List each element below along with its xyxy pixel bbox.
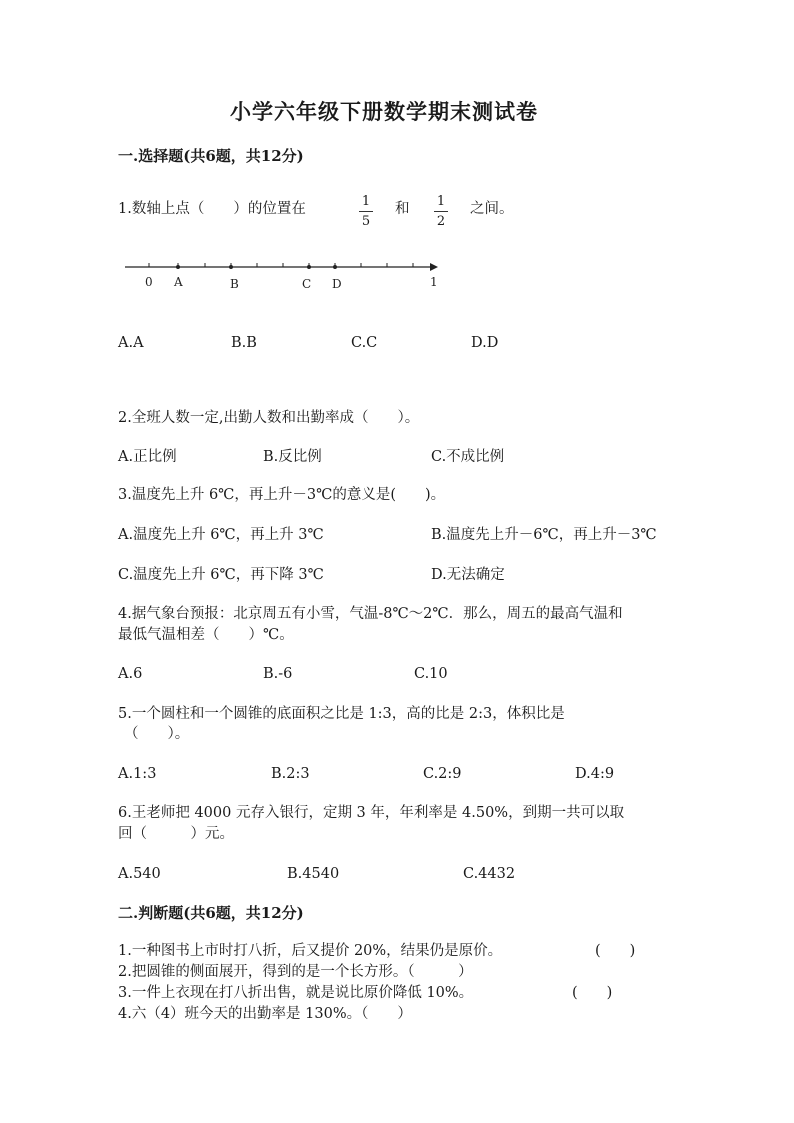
fraction-bar (359, 211, 373, 212)
point-b-dot (229, 265, 233, 269)
question-6-line-2: 回（ ）元。 (118, 826, 234, 842)
fraction-numerator: 1 (436, 194, 446, 209)
question-4-line-2: 最低气温相差（ ）℃。 (118, 627, 294, 643)
q6-option-a[interactable]: A.540 (118, 866, 161, 882)
number-line (118, 254, 458, 294)
question-1-tail: 之间。 (470, 201, 514, 217)
fraction-one-half (434, 195, 448, 228)
label-point-d: D (332, 277, 342, 291)
question-6-line-1: 6.王老师把 4000 元存入银行，定期 3 年，年利率是 4.50%，到期一共可以取 (118, 805, 625, 821)
question-1-text: 1.数轴上点（ ）的位置在 (118, 201, 306, 217)
judgement-item-1: 1.一种图书上市时打八折，后又提价 20%，结果仍是原价。 (118, 943, 503, 959)
q5-option-d[interactable]: D.4:9 (575, 766, 615, 782)
q4-option-c[interactable]: C.10 (414, 666, 448, 682)
judgement-item-1-answer[interactable]: ( ) (595, 943, 636, 959)
judgement-item-3: 3.一件上衣现在打八折出售，就是说比原价降低 10%。 (118, 985, 474, 1001)
point-c-dot (307, 265, 311, 269)
label-point-b: B (230, 277, 239, 291)
q3-option-c[interactable]: C.温度先上升 6℃，再下降 3℃ (118, 567, 324, 583)
q3-option-a[interactable]: A.温度先上升 6℃，再上升 3℃ (118, 527, 324, 543)
fraction-denominator: 5 (361, 214, 371, 229)
q1-option-b[interactable]: B.B (231, 335, 257, 351)
q6-option-b[interactable]: B.4540 (287, 866, 340, 882)
question-5-line-1: 5.一个圆柱和一个圆锥的底面积之比是 1:3，高的比是 2:3，体积比是 (118, 706, 565, 722)
q1-option-a[interactable]: A.A (118, 335, 144, 351)
q5-option-b[interactable]: B.2:3 (271, 766, 310, 782)
question-2-text: 2.全班人数一定,出勤人数和出勤率成（ ）。 (118, 410, 420, 426)
label-point-c: C (302, 277, 312, 291)
label-zero: 0 (145, 275, 153, 289)
page-title: 小学六年级下册数学期末测试卷 (230, 99, 538, 124)
question-3-text: 3.温度先上升 6℃，再上升－3℃的意义是( )。 (118, 487, 446, 503)
fraction-one-fifth (359, 195, 373, 228)
q4-option-b[interactable]: B.-6 (263, 666, 293, 682)
q6-option-c[interactable]: C.4432 (463, 866, 516, 882)
label-point-a: A (174, 275, 183, 289)
q5-option-c[interactable]: C.2:9 (423, 766, 462, 782)
q3-option-b[interactable]: B.温度先上升－6℃，再上升－3℃ (431, 527, 657, 543)
q4-option-a[interactable]: A.6 (118, 666, 143, 682)
fraction-bar (434, 211, 448, 212)
q2-option-c[interactable]: C.不成比例 (431, 449, 505, 465)
section-heading-judgement: 二.判断题(共6题，共12分) (118, 904, 304, 922)
question-1-and: 和 (395, 201, 410, 217)
q2-option-a[interactable]: A.正比例 (118, 449, 177, 465)
point-a-dot (176, 265, 180, 269)
section-heading-choice: 一.选择题(共6题，共12分) (118, 147, 304, 165)
number-line-arrow (430, 263, 438, 271)
judgement-item-2: 2.把圆锥的侧面展开，得到的是一个长方形。（ ） (118, 964, 473, 980)
question-5-line-2: （ ）。 (124, 726, 190, 742)
q1-option-d[interactable]: D.D (471, 335, 499, 351)
q5-option-a[interactable]: A.1:3 (118, 766, 157, 782)
question-4-line-1: 4.据气象台预报：北京周五有小雪，气温-8℃～2℃．那么，周五的最高气温和 (118, 606, 623, 622)
judgement-item-3-answer[interactable]: ( ) (572, 985, 613, 1001)
judgement-item-4: 4.六（4）班今天的出勤率是 130%。（ ） (118, 1006, 412, 1022)
fraction-numerator: 1 (361, 194, 371, 209)
point-d-dot (333, 265, 337, 269)
label-one: 1 (430, 275, 438, 289)
fraction-denominator: 2 (436, 214, 446, 229)
q3-option-d[interactable]: D.无法确定 (431, 567, 505, 583)
q2-option-b[interactable]: B.反比例 (263, 449, 322, 465)
q1-option-c[interactable]: C.C (351, 335, 378, 351)
